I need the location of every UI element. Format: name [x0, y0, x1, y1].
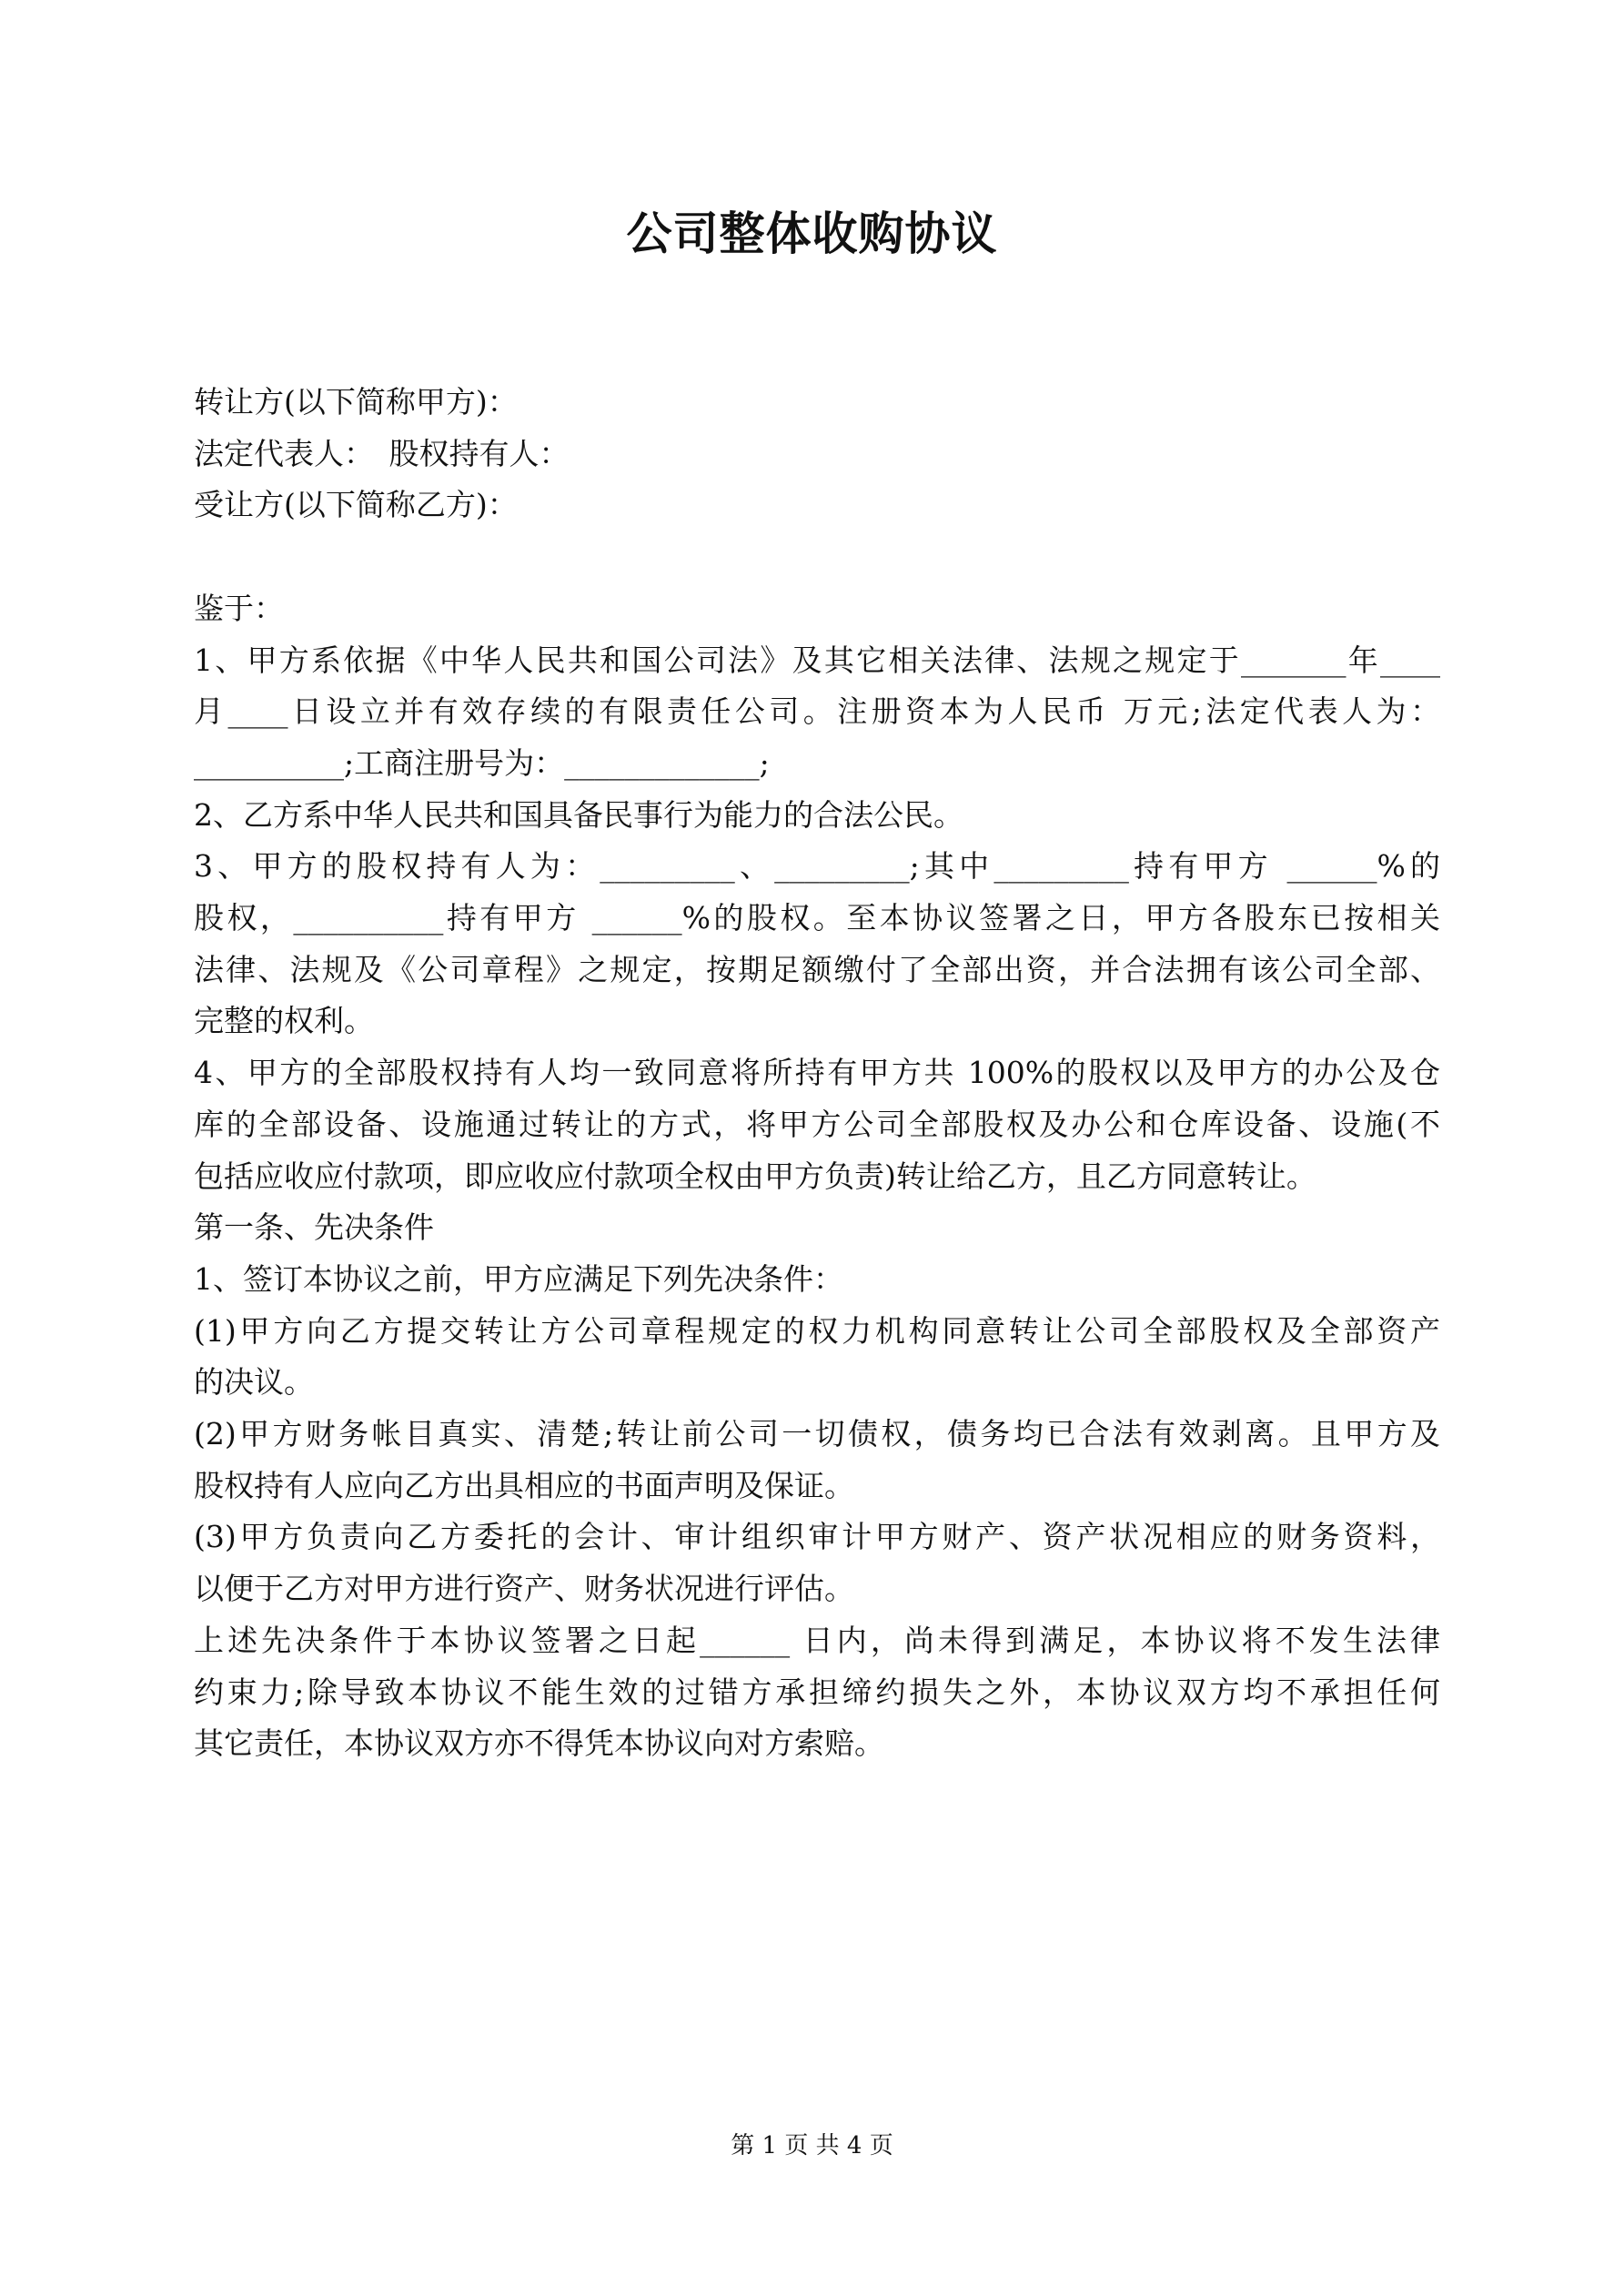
text-line: 月____日设立并有效存续的有限责任公司。注册资本为人民币 万元;法定代表人为：	[194, 693, 1440, 730]
text-line: 上述先决条件于本协议签署之日起______ 日内，尚未得到满足，本协议将不发生法律	[194, 1622, 1440, 1658]
text-line: 4、甲方的全部股权持有人均一致同意将所持有甲方共 100%的股权以及甲方的办公及仓	[194, 1055, 1440, 1091]
text-line: 股权，__________持有甲方 ______%的股权。至本协议签署之日，甲方各股东已按相关	[194, 900, 1440, 936]
text-line: 库的全部设备、设施通过转让的方式，将甲方公司全部股权及办公和仓库设备、设施(不	[194, 1106, 1440, 1142]
section-heading: 第一条、先决条件	[194, 1209, 434, 1246]
text-line: 法定代表人： 股权持有人：	[194, 435, 570, 471]
text-line: 股权持有人应向乙方出具相应的书面声明及保证。	[194, 1467, 854, 1503]
text-line: 1、签订本协议之前，甲方应满足下列先决条件：	[194, 1260, 843, 1297]
text-line: 约束力;除导致本协议不能生效的过错方承担缔约损失之外，本协议双方均不承担任何	[194, 1674, 1440, 1710]
text-line: 1、甲方系依据《中华人民共和国公司法》及其它相关法律、法规之规定于_______年____	[194, 642, 1440, 678]
text-line: (1)甲方向乙方提交转让方公司章程规定的权力机构同意转让公司全部股权及全部资产	[194, 1312, 1440, 1349]
text-line: 2、乙方系中华人民共和国具备民事行为能力的合法公民。	[194, 796, 963, 833]
document-title: 公司整体收购协议	[626, 207, 998, 260]
text-line: 的决议。	[194, 1364, 314, 1401]
text-line: __________;工商注册号为：_____________;	[194, 744, 770, 781]
text-line: 受让方(以下简称乙方)：	[194, 487, 518, 523]
page-number-footer: 第 1 页 共 4 页	[731, 2132, 893, 2159]
text-line: (3)甲方负责向乙方委托的会计、审计组织审计甲方财产、资产状况相应的财务资料，	[194, 1519, 1440, 1555]
text-line: 3、甲方的股权持有人为：_________、_________;其中_________持有甲方 ______%的	[194, 848, 1440, 885]
blank-line	[194, 531, 1440, 583]
text-line: 法律、法规及《公司章程》之规定，按期足额缴付了全部出资，并合法拥有该公司全部、	[194, 951, 1440, 987]
text-line: 鉴于：	[194, 590, 284, 626]
text-line: (2)甲方财务帐目真实、清楚;转让前公司一切债权，债务均已合法有效剥离。且甲方及	[194, 1416, 1440, 1452]
document-body	[194, 377, 1440, 1770]
text-line: 其它责任，本协议双方亦不得凭本协议向对方索赔。	[194, 1725, 884, 1762]
text-line: 转让方(以下简称甲方)：	[194, 384, 518, 420]
text-line: 以便于乙方对甲方进行资产、财务状况进行评估。	[194, 1571, 854, 1607]
text-line: 完整的权利。	[194, 1003, 374, 1039]
text-line: 包括应收应付款项，即应收应付款项全权由甲方负责)转让给乙方，且乙方同意转让。	[194, 1158, 1316, 1194]
